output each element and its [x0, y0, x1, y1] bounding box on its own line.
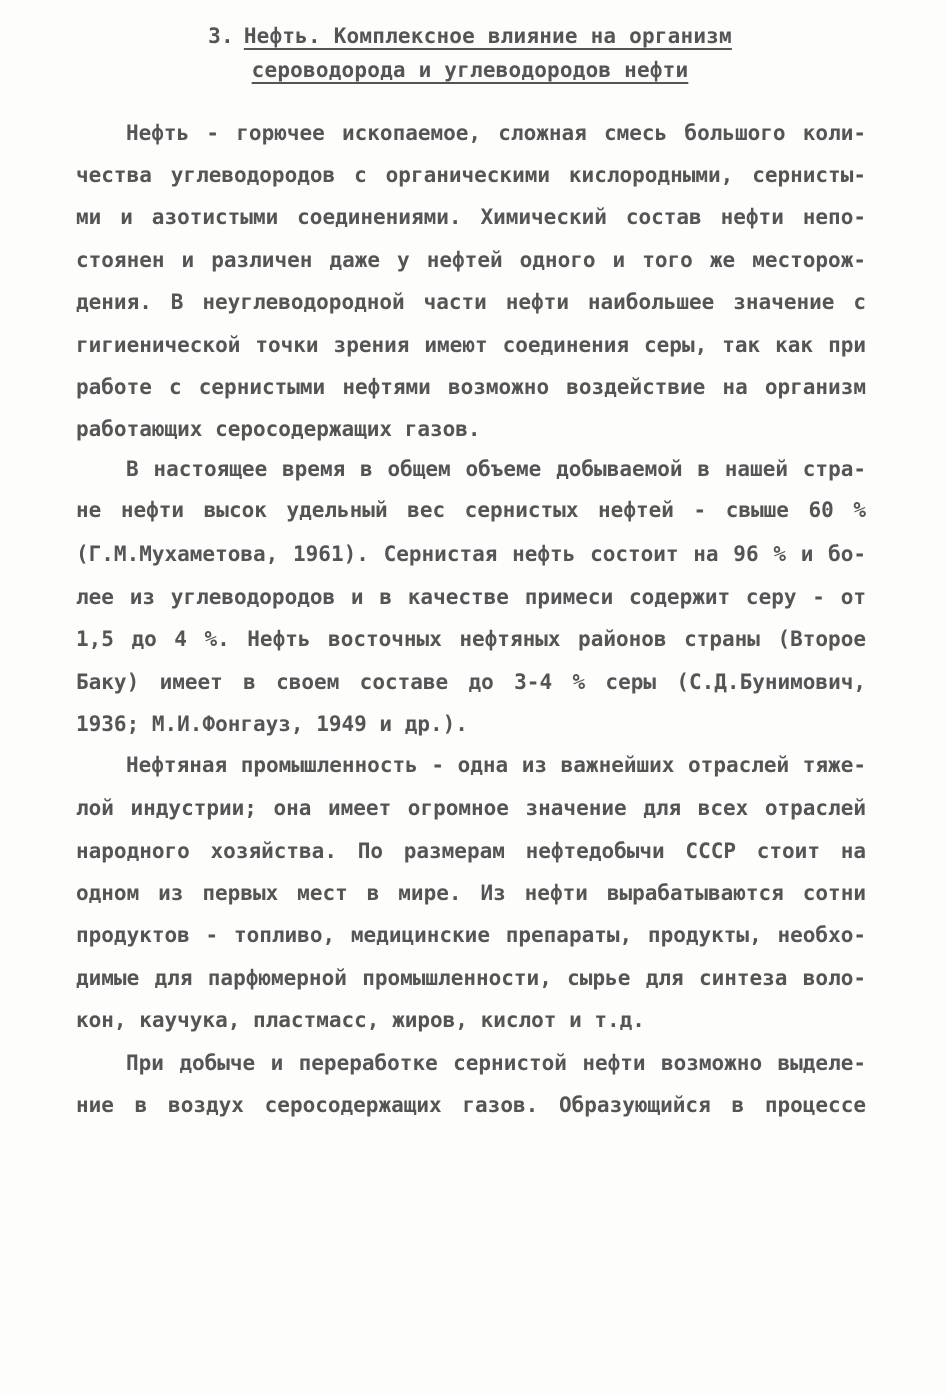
text-line: дения. В неуглеводородной части нефти наибольшее значение с [76, 290, 866, 314]
text-line: (Г.М.Мухаметова, 1961). Сернистая нефть состоит на 96 % и бо- [76, 542, 866, 566]
section-title-part-2: сероводорода и углеводородов нефти [251, 58, 689, 82]
text-line: ние в воздух серосодержащих газов. Образующийся в процессе [76, 1093, 866, 1117]
text-line: кон, каучука, пластмасс, жиров, кислот и т.д. [76, 1008, 645, 1032]
text-line: гигиенической точки зрения имеют соединения серы, так как при [76, 333, 866, 357]
text-line: народного хозяйства. По размерам нефтедобычи СССР стоит на [76, 839, 866, 863]
text-line: Баку) имеет в своем составе до 3-4 % серы (С.Д.Бунимович, [76, 670, 866, 694]
section-heading-line-2 [150, 58, 790, 82]
text-line: работе с сернистыми нефтями возможно воздействие на организм [76, 375, 866, 399]
text-line: не нефти высок удельный вес сернистых нефтей - свыше 60 % [76, 498, 866, 522]
text-line: одном из первых мест в мире. Из нефти вырабатываются сотни [76, 881, 866, 905]
section-heading-line-1 [150, 24, 790, 48]
text-line: 1,5 до 4 %. Нефть восточных нефтяных районов страны (Второе [76, 627, 866, 651]
text-line: лее из углеводородов и в качестве примеси содержит серу - от [76, 585, 866, 609]
text-line: При добыче и переработке сернистой нефти возможно выделе- [126, 1051, 866, 1075]
section-title-part-1: Нефть. Комплексное влияние на организм [243, 24, 732, 48]
text-line: лой индустрии; она имеет огромное значение для всех отраслей [76, 796, 866, 820]
text-line: ми и азотистыми соединениями. Химический состав нефти непо- [76, 205, 866, 229]
text-line: стоянен и различен даже у нефтей одного и того же месторож- [76, 248, 866, 272]
text-line: работающих серосодержащих газов. [76, 417, 481, 441]
text-line: чества углеводородов с органическими кислородными, сернисты- [76, 163, 866, 187]
text-line: димые для парфюмерной промышленности, сырье для синтеза воло- [76, 966, 866, 990]
section-number: 3. [208, 24, 234, 48]
text-line: Нефть - горючее ископаемое, сложная смесь большого коли- [126, 121, 866, 145]
text-line: В настоящее время в общем объеме добываемой в нашей стра- [126, 457, 866, 481]
text-line: 1936; М.И.Фонгауз, 1949 и др.). [76, 712, 468, 736]
text-line: продуктов - топливо, медицинские препараты, продукты, необхо- [76, 923, 866, 947]
text-line: Нефтяная промышленность - одна из важнейших отраслей тяже- [126, 753, 866, 777]
